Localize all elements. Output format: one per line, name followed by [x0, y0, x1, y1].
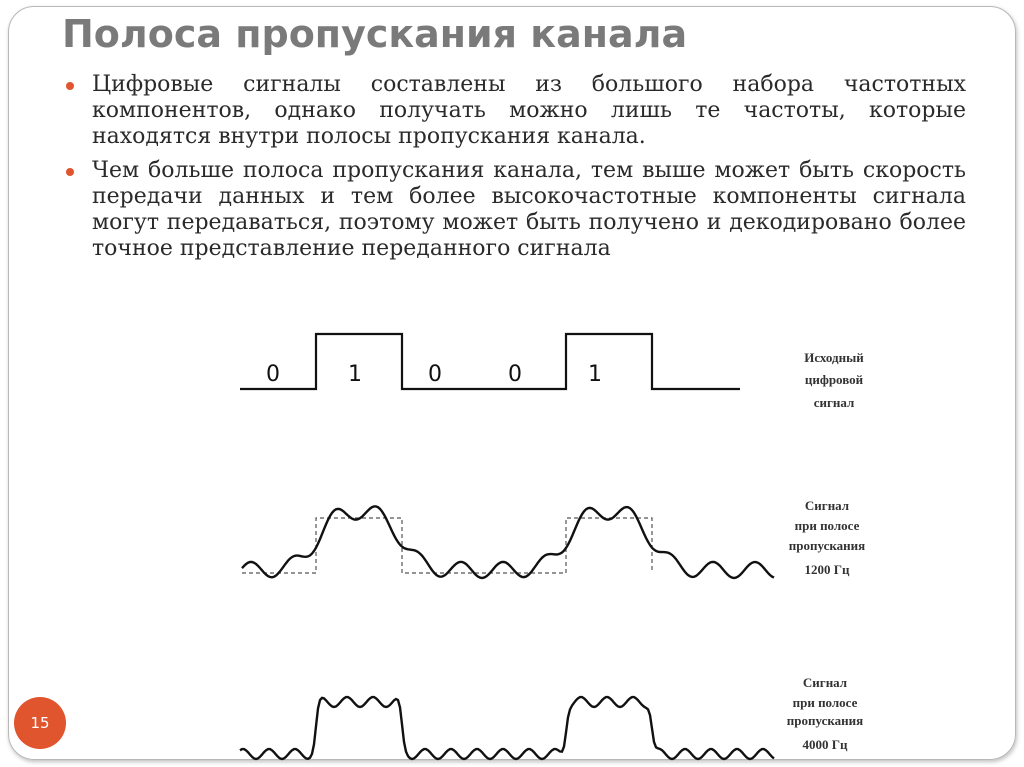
label-line: пропускания	[786, 713, 864, 728]
label-original-signal	[804, 350, 864, 410]
label-line: при полосе	[794, 518, 860, 533]
slide-title: Полоса пропускания канала	[62, 12, 688, 56]
label-line: Сигнал	[804, 498, 850, 513]
label-line: 1200 Гц	[804, 562, 850, 577]
label-line: Сигнал	[802, 675, 848, 690]
reference-square-wave	[242, 518, 652, 573]
signal-4000hz-waveform	[240, 697, 774, 759]
label-line: цифровой	[804, 372, 864, 387]
signal-diagram	[230, 318, 890, 767]
bit-label: 1	[588, 362, 602, 387]
label-4000hz-signal	[787, 675, 863, 752]
label-line: пропускания	[788, 538, 866, 553]
signal-1200hz-waveform	[242, 506, 774, 578]
bullet-item	[64, 72, 966, 150]
bullet-dot-icon	[66, 82, 74, 90]
bit-label: 1	[348, 362, 362, 387]
bullet-list	[64, 72, 966, 270]
bullet-text: Цифровые сигналы составлены из большого набора частотных компонентов, однако получать можно лишь те частоты, которые находятся внутри полосы пропускания канала.	[92, 72, 966, 149]
bullet-dot-icon	[66, 168, 74, 176]
bit-label: 0	[508, 362, 522, 387]
label-line: при полосе	[792, 695, 858, 710]
label-line: сигнал	[813, 395, 855, 410]
bit-label: 0	[266, 362, 280, 387]
label-line: Исходный	[804, 350, 864, 365]
bullet-text: Чем больше полоса пропускания канала, тем выше может быть скорость передачи данных и тем более высокочастотные компоненты сигнала могут передаваться, поэтому может быть получено и декодировано более точное представление переданного сигнала	[92, 158, 966, 261]
page-number-badge: 15	[14, 697, 66, 749]
bit-label: 0	[428, 362, 442, 387]
bullet-item	[64, 158, 966, 262]
label-line: 4000 Гц	[802, 737, 848, 752]
digital-signal-waveform	[240, 334, 740, 389]
label-1200hz-signal	[789, 498, 865, 577]
